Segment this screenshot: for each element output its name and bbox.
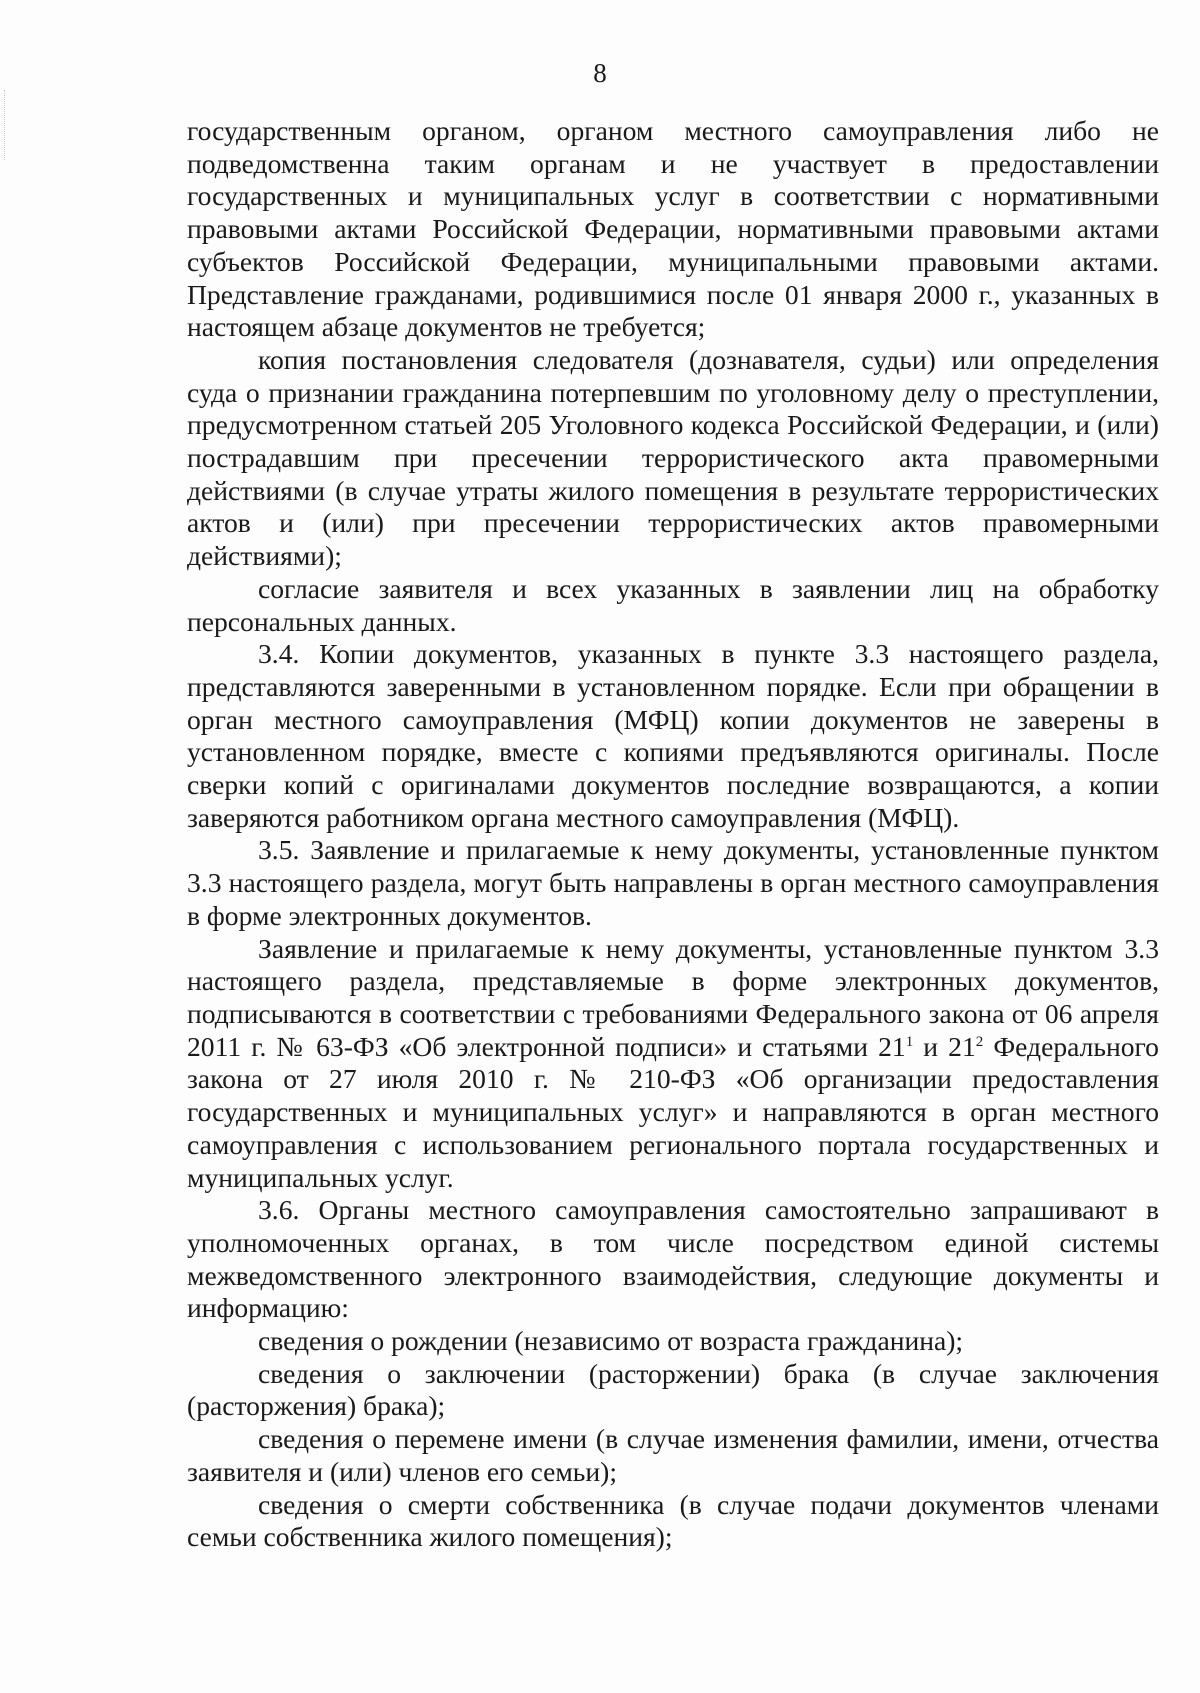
list-item-birth-info: сведения о рождении (независимо от возраста гражданина); xyxy=(258,1325,964,1357)
list-item-death-info: сведения о смерти собственника (в случае подачи документов членами семьи собственника жилого помещения); xyxy=(187,1488,1159,1553)
document-body xyxy=(187,115,1159,1554)
paragraph-consent: согласие заявителя и всех указанных в заявлении лиц на обработку персональных данных. xyxy=(187,572,1159,637)
list-item-name-change-info: сведения о перемене имени (в случае изменения фамилии, имени, отчества заявителя и (или) членов его семьи); xyxy=(187,1423,1159,1487)
superscript-1: 1 xyxy=(905,1033,914,1050)
paragraph-3-4: 3.4. Копии документов, указанных в пункте 3.3 настоящего раздела, представляются заверенными в установленном порядке. Если при обращении в орган местного самоуправления (МФЦ) копии документов не заверены в установленном порядке, вместе с копиями предъявляются оригиналы. После сверки копий с оригиналами документов последние возвращаются, а копии заверяются работником органа местного самоуправления (МФЦ). xyxy=(187,638,1159,833)
paragraph-3-5: 3.5. Заявление и прилагаемые к нему документы, установленные пунктом 3.3 настоящего раздела, могут быть направлены в орган местного самоуправления в форме электронных документов. xyxy=(187,834,1159,931)
paragraph-text-part: Федерального закона от 27 июля 2010 г. № 210-ФЗ «Об организации предоставления государственных и муниципальных услуг» и направляются в орган местного самоуправления с использованием регионального портала государственных и муниципальных услуг. xyxy=(187,1030,1159,1193)
scan-margin-marks xyxy=(4,90,8,160)
list-item-marriage-info: сведения о заключении (расторжении) брака (в случае заключения (расторжения) брака); xyxy=(187,1357,1159,1422)
paragraph-electronic-documents xyxy=(187,933,1159,1195)
paragraph-continuation: государственным органом, органом местного самоуправления либо не подведомственна таким органам и не участвует в предоставлении государственных и муниципальных услуг в соответствии с нормативными правовыми актами Российской Федерации, нормативными правовыми актами субъектов Российской Федерации, муниципальными правовыми актами. Представление гражданами, родившимися после 01 января 2000 г., указанных в настоящем абзаце документов не требуется; xyxy=(187,115,1159,343)
paragraph-text-part: Заявление и прилагаемые к нему документы, установленные пунктом 3.3 настоящего раздела, представляемые в форме электронных документов, подписываются в соответствии с требованиями Федерального закона от 06 апреля 2011 г. № 63-ФЗ «Об электронной подписи» и статьями 21 xyxy=(187,932,1159,1062)
page-number: 8 xyxy=(593,58,607,88)
paragraph-3-6: 3.6. Органы местного самоуправления самостоятельно запрашивают в уполномоченных органах, в том числе посредством единой системы межведомственного электронного взаимодействия, следующие документы и информацию: xyxy=(187,1194,1159,1324)
paragraph-text-part: и 21 xyxy=(913,1030,976,1062)
paragraph-investigator-resolution: копия постановления следователя (дознавателя, судьи) или определения суда о признании гражданина потерпевшим по уголовному делу о преступлении, предусмотренном статьей 205 Уголовного кодекса Российской Федерации, и (или) пострадавшим при пресечении террористического акта правомерными действиями (в случае утраты жилого помещения в результате террористических актов и (или) при пресечении террористических актов правомерными действиями); xyxy=(187,343,1159,572)
superscript-2: 2 xyxy=(975,1033,984,1050)
